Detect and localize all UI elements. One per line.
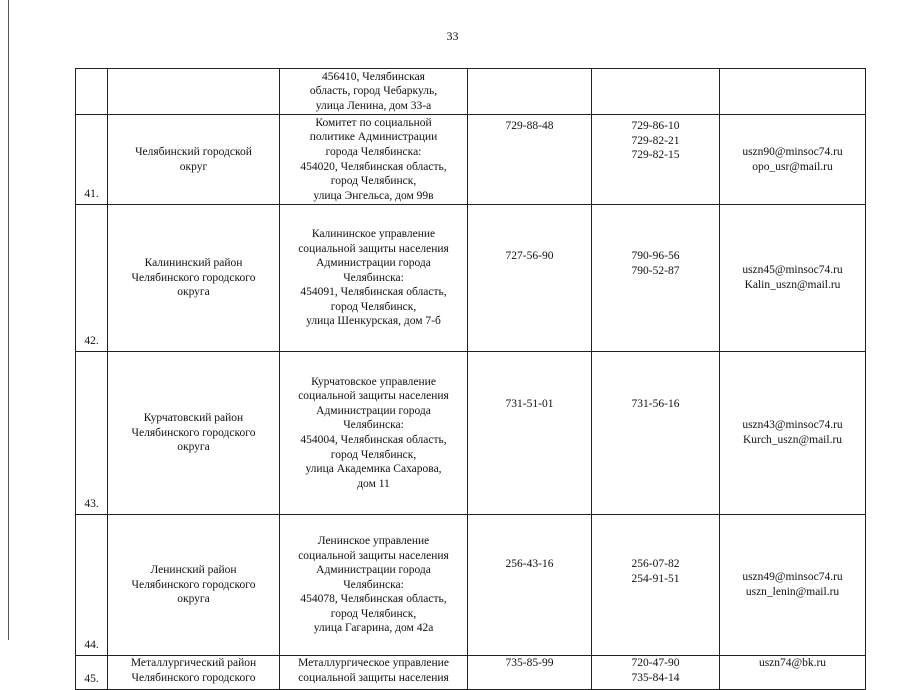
table-row [76, 115, 866, 205]
table-row [76, 352, 866, 515]
email-cell: uszn49@minsoc74.ru uszn_lenin@mail.ru [720, 515, 866, 656]
address-cell: Комитет по социальной политике Администрации города Челябинска: 454020, Челябинская область, город Челябинск, улица Энгельса, дом 99в [280, 115, 468, 205]
district-cell: Челябинский городской округ [108, 115, 280, 205]
phone-cell: 256-07-82 254-91-51 [592, 515, 720, 656]
email-cell: uszn74@bk.ru [720, 656, 866, 690]
table-row [76, 69, 866, 115]
phone-cell [592, 69, 720, 115]
row-number-cell: 42. [76, 205, 108, 352]
table-row [76, 205, 866, 352]
table-row [76, 515, 866, 656]
phone-cell: 735-85-99 [468, 656, 592, 690]
row-number-cell: 41. [76, 115, 108, 205]
address-cell: Курчатовское управление социальной защиты населения Администрации города Челябинска: 454004, Челябинская область, город Челябинск, улица Академика Сахарова, дом 11 [280, 352, 468, 515]
district-cell: Металлургический район Челябинского городского [108, 656, 280, 690]
row-number-cell [76, 69, 108, 115]
address-cell: Калининское управление социальной защиты населения Администрации города Челябинска: 454091, Челябинская область, город Челябинск, улица Шенкурская, дом 7-б [280, 205, 468, 352]
phone-cell: 727-56-90 [468, 205, 592, 352]
page-binding-line [8, 0, 9, 640]
page-number: 33 [446, 29, 459, 43]
row-number-cell: 45. [76, 656, 108, 690]
phone-cell [468, 69, 592, 115]
email-cell [720, 69, 866, 115]
phone-cell: 731-56-16 [592, 352, 720, 515]
district-cell [108, 69, 280, 115]
email-cell: uszn90@minsoc74.ru opo_usr@mail.ru [720, 115, 866, 205]
address-cell: 456410, Челябинская область, город Чебаркуль, улица Ленина, дом 33-а [280, 69, 468, 115]
email-cell: uszn45@minsoc74.ru Kalin_uszn@mail.ru [720, 205, 866, 352]
table-row [76, 656, 866, 690]
row-number-cell: 44. [76, 515, 108, 656]
phone-cell: 729-88-48 [468, 115, 592, 205]
row-number-cell: 43. [76, 352, 108, 515]
address-cell: Металлургическое управление социальной защиты населения [280, 656, 468, 690]
phone-cell: 790-96-56 790-52-87 [592, 205, 720, 352]
district-offices-table [75, 68, 866, 690]
email-cell: uszn43@minsoc74.ru Kurch_uszn@mail.ru [720, 352, 866, 515]
phone-cell: 256-43-16 [468, 515, 592, 656]
address-cell: Ленинское управление социальной защиты населения Администрации города Челябинска: 454078, Челябинская область, город Челябинск, улица Гагарина, дом 42а [280, 515, 468, 656]
phone-cell: 720-47-90 735-84-14 [592, 656, 720, 690]
phone-cell: 729-86-10 729-82-21 729-82-15 [592, 115, 720, 205]
phone-cell: 731-51-01 [468, 352, 592, 515]
district-cell: Ленинский район Челябинского городского округа [108, 515, 280, 656]
district-cell: Калининский район Челябинского городского округа [108, 205, 280, 352]
district-cell: Курчатовский район Челябинского городского округа [108, 352, 280, 515]
